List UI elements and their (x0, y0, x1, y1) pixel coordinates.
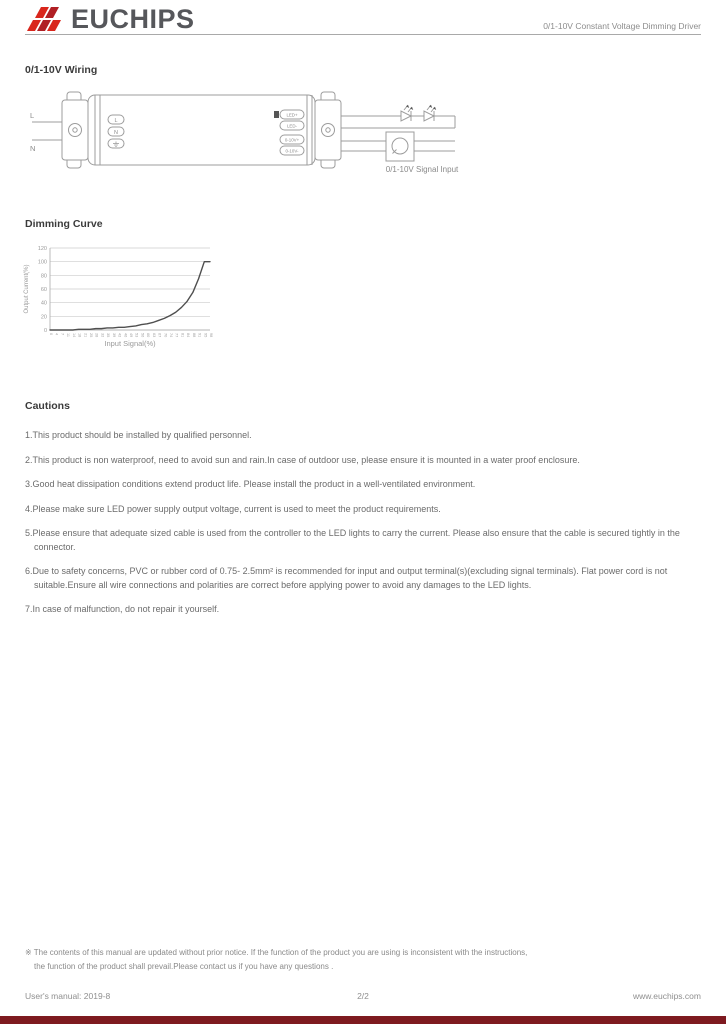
caution-item: 1.This product should be installed by qualified personnel. (25, 430, 252, 440)
bottom-red-bar (0, 1016, 726, 1024)
x-tick-label: 11 (66, 333, 71, 337)
y-tick-label: 60 (40, 287, 47, 293)
x-tick-label: 21 (83, 333, 88, 338)
y-tick-label: 0 (43, 328, 47, 334)
terminal-label: LED- (286, 123, 298, 129)
x-tick-label: 98 (209, 333, 213, 338)
x-tick-label: 39 (111, 333, 116, 338)
driver-body (88, 95, 315, 165)
wiring-section-title: 0/1-10V Wiring (25, 64, 98, 76)
x-tick-label: 7 (60, 333, 65, 336)
x-tick-label: 32 (100, 333, 105, 338)
y-axis-label: Output Current(%) (24, 264, 30, 314)
x-tick-label: 18 (77, 333, 82, 338)
footer-manual-version: User's manual: 2019-8 (25, 991, 111, 1001)
x-tick-label: 95 (203, 333, 208, 338)
euchips-logo (25, 6, 195, 33)
x-tick-label: 28 (94, 333, 99, 338)
dimmer-knob-icon (392, 138, 408, 154)
x-tick-label: 84 (186, 333, 191, 338)
left-bracket (62, 100, 88, 160)
x-tick-label: 49 (129, 333, 133, 338)
led-diode-icon (401, 105, 413, 121)
x-tick-label: 42 (117, 333, 122, 338)
x-tick-label: 81 (180, 333, 185, 338)
logo-text: EUCHIPS (71, 4, 195, 34)
document-title: 0/1-10V Constant Voltage Dimming Driver (543, 21, 701, 31)
caution-item: 3.Good heat dissipation conditions extend product life. Please install the product in a well-ventilated environment. (25, 479, 476, 489)
x-tick-label: 46 (123, 333, 128, 338)
curve-section-title: Dimming Curve (25, 218, 103, 230)
footnote (25, 946, 717, 975)
header-divider (25, 34, 701, 35)
caution-item: 7.In case of malfunction, do not repair it yourself. (25, 604, 220, 614)
caution-item: 5.Please ensure that adequate sized cable is used from the controller to the LED lights to carry the current. Please also ensure that the cable is secured tightly in the connector. (25, 528, 680, 552)
footer-page-number: 2/2 (357, 991, 369, 1001)
y-tick-label: 40 (40, 300, 47, 307)
cautions-title: Cautions (25, 400, 70, 412)
connector-blob (274, 111, 279, 118)
dimming-curve-line (50, 262, 210, 330)
footer-website: www.euchips.com (632, 991, 701, 1001)
cautions-section (25, 400, 717, 628)
x-tick-label: 56 (140, 333, 145, 338)
neutral-label: N (30, 144, 36, 153)
x-tick-label: 70 (163, 333, 168, 338)
x-tick-label: 67 (157, 333, 162, 338)
terminal-label: 0-10V- (285, 148, 299, 154)
y-tick-label: 120 (37, 246, 47, 252)
footnote-line: the function of the product shall prevail.Please contact us if you have any questions . (34, 962, 334, 972)
terminal-label: 0-10V+ (284, 137, 300, 143)
x-tick-label: 77 (174, 333, 179, 338)
led-diode-icon (424, 105, 436, 121)
page-footer (25, 991, 701, 1001)
page-header (0, 0, 726, 40)
terminal-label: LED+ (286, 112, 298, 118)
caution-item: 6.Due to safety concerns, PVC or rubber cord of 0.75- 2.5mm² is recommended for input and output terminal(s)(excluding signal terminals). Flat power cord is not suitable.Ensure all wire connections and polarities are correct before applying power to avoid any damages to the LED lights. (25, 566, 668, 590)
footnote-line: ※ The contents of this manual are updated without prior notice. If the function of the product you are using is inconsistent with the instructions, (25, 948, 528, 957)
live-label: L (30, 111, 35, 120)
caution-item: 2.This product is non waterproof, need to avoid sun and rain.In case of outdoor use, please ensure it is mounted in a water proof enclosure. (25, 454, 580, 465)
terminal-n-label: N (114, 130, 118, 136)
x-tick-label: 25 (89, 333, 93, 338)
y-tick-label: 80 (40, 273, 47, 280)
x-tick-label: 4 (54, 333, 59, 336)
x-tick-label: 60 (146, 333, 151, 338)
caution-item: 4.Please make sure LED power supply output voltage, current is used to meet the product requirements. (25, 503, 441, 514)
x-tick-label: 74 (169, 333, 173, 338)
x-tick-label: 53 (134, 333, 139, 338)
dimming-curve-chart (18, 238, 228, 350)
terminal-l-label: L (114, 118, 118, 124)
x-tick-label: 14 (71, 333, 76, 338)
y-tick-label: 20 (40, 314, 47, 321)
x-tick-label: 35 (106, 333, 111, 338)
x-tick-label: 88 (191, 333, 196, 338)
wiring-diagram (22, 88, 492, 196)
x-tick-label: 63 (151, 333, 156, 338)
y-tick-label: 100 (37, 259, 47, 266)
signal-input-label: 0/1-10V Signal Input (385, 165, 459, 174)
x-tick-label: 91 (197, 333, 202, 338)
euchips-logo-icon (25, 6, 67, 33)
x-axis-label: Input Signal(%) (104, 339, 156, 348)
right-bracket (315, 100, 341, 160)
x-tick-label: 0 (49, 333, 53, 336)
